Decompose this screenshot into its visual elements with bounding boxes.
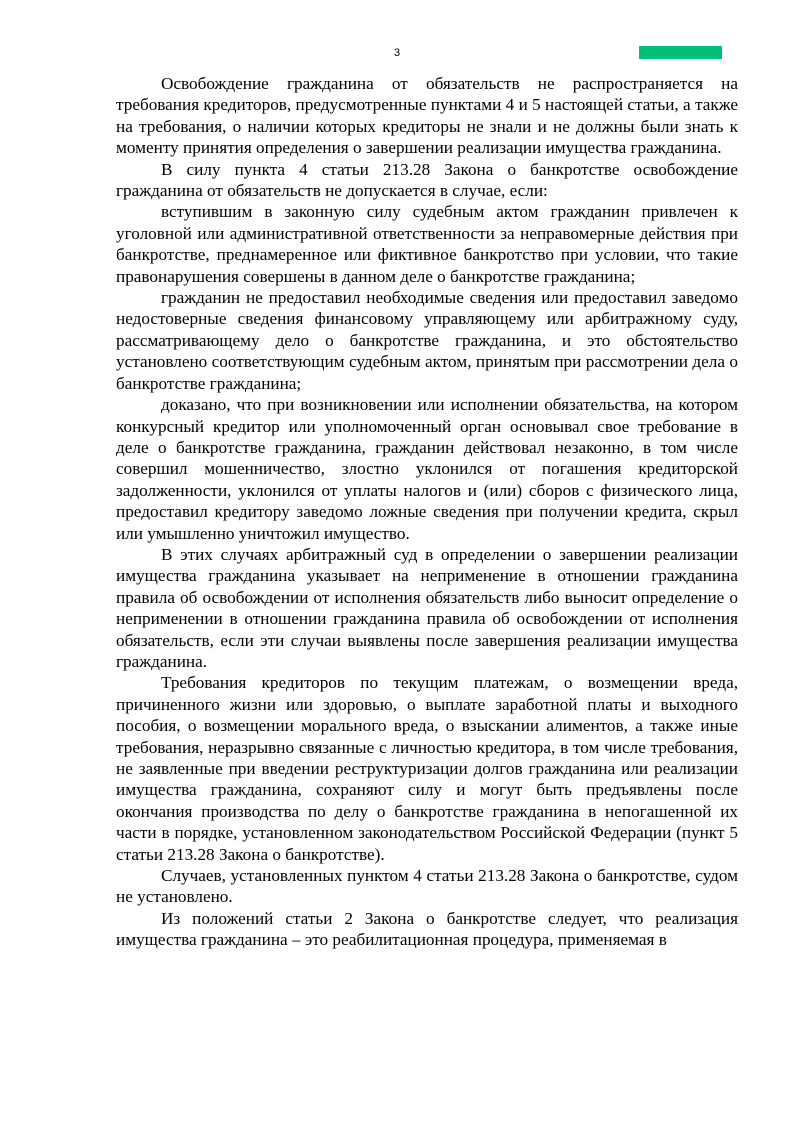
paragraph: Из положений статьи 2 Закона о банкротстве следует, что реализация имущества гражданина – это реабилитационная процедура, применяемая в (116, 908, 738, 950)
paragraph: гражданин не предоставил необходимые сведения или предоставил заведомо недостоверные сведения финансовому управляющему или арбитражному суду, рассматривающему дело о банкротстве гражданина, и это обстоятельство установлено соответствующим судебным актом, принятым при рассмотрении дела о банкротстве гражданина; (116, 288, 738, 393)
paragraph: Требования кредиторов по текущим платежам, о возмещении вреда, причиненного жизни или здоровью, о выплате заработной платы и выходного пособия, о возмещении морального вреда, о взыскании алиментов, а также иные требования, неразрывно связанные с личностью кредитора, в том числе требования, не заявленные при введении реструктуризации долгов гражданина или реализации имущества гражданина, сохраняют силу и могут быть предъявлены после окончания производства по делу о банкротстве гражданина в непогашенной их части в порядке, установленном законодательством Российской Федерации (пункт 5 статьи 213.28 Закона о банкротстве). (116, 673, 738, 864)
paragraph: вступившим в законную силу судебным актом гражданин привлечен к уголовной или административной ответственности за неправомерные действия при банкротстве, преднамеренное или фиктивное банкротство при условии, что такие правонарушения совершены в данном деле о банкротстве гражданина; (116, 202, 738, 286)
paragraph: Случаев, установленных пунктом 4 статьи 213.28 Закона о банкротстве, судом не установлено. (116, 866, 738, 907)
paragraph: Освобождение гражданина от обязательств не распространяется на требования кредиторов, предусмотренные пунктами 4 и 5 настоящей статьи, а также на требования, о наличии которых кредиторы не знали и не должны были знать к моменту принятия определения о завершении реализации имущества гражданина. (116, 74, 738, 158)
paragraph: доказано, что при возникновении или исполнении обязательства, на котором конкурсный кредитор или уполномоченный орган основывал свое требование в деле о банкротстве гражданина, гражданин действовал незаконно, в том числе совершил мошенничество, злостно уклонился от погашения кредиторской задолженности, уклонился от уплаты налогов и (или) сборов с физического лица, предоставил кредитору заведомо ложные сведения при получении кредита, скрыл или умышленно уничтожил имущество. (116, 395, 738, 543)
paragraph: В этих случаях арбитражный суд в определении о завершении реализации имущества гражданина указывает на неприменение в отношении гражданина правила об освобождении от исполнения обязательств либо выносит определение о неприменении в отношении гражданина правила об освобождении от исполнения обязательств, если эти случаи выявлены после завершения реализации имущества гражданина. (116, 544, 738, 671)
green-marker-bar (639, 46, 722, 59)
document-body (116, 73, 738, 951)
page-number: 3 (393, 47, 401, 59)
paragraph: В силу пункта 4 статьи 213.28 Закона о банкротстве освобождение гражданина от обязательств не допускается в случае, если: (116, 159, 738, 201)
